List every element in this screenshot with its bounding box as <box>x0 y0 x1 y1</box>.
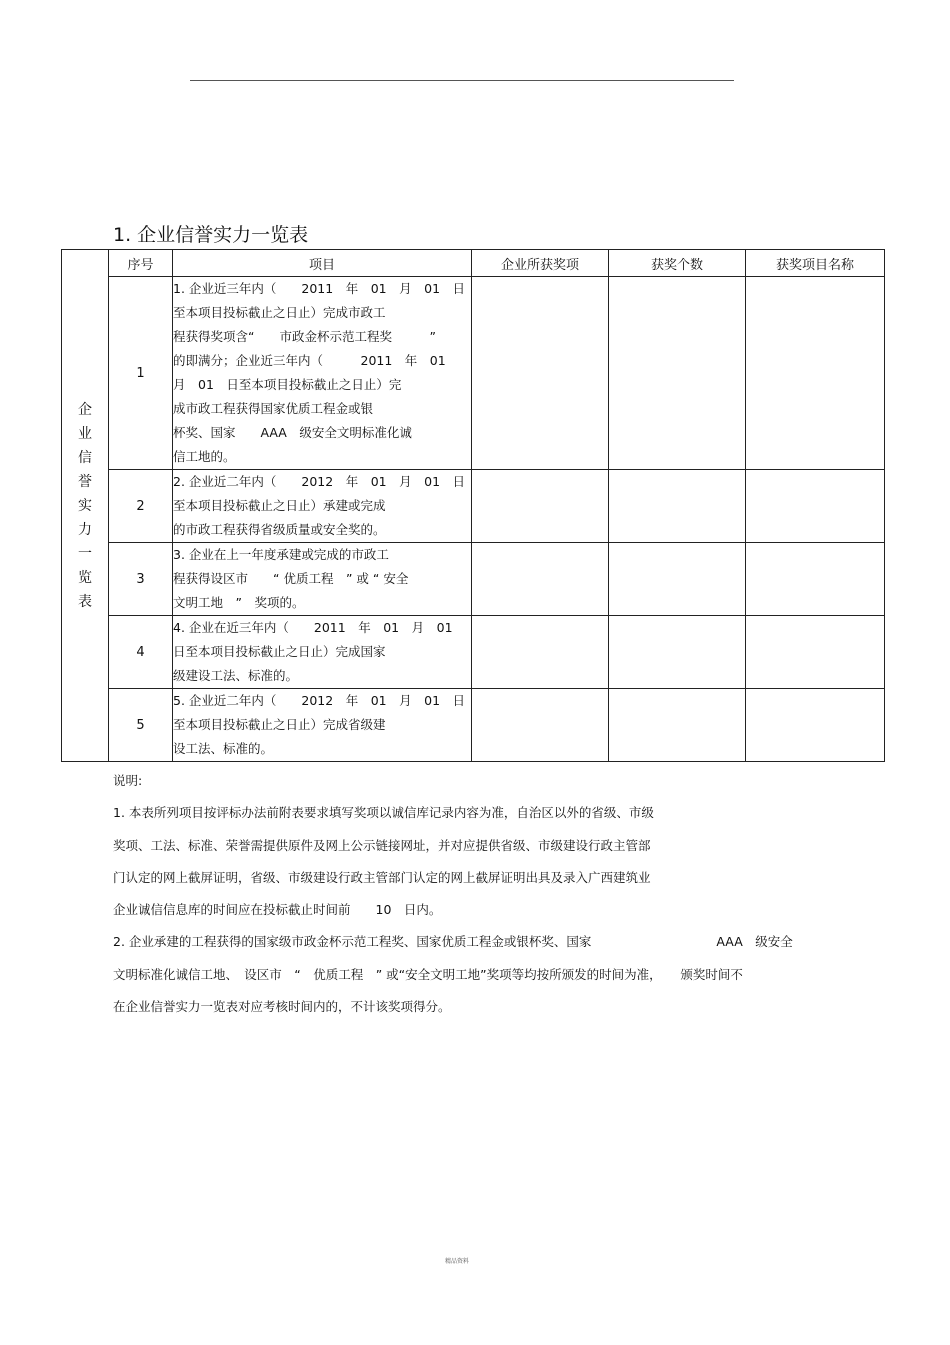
notes <box>113 770 843 1028</box>
row-number: 3 <box>109 543 173 616</box>
header-award-project-name: 获奖项目名称 <box>746 250 885 277</box>
item-line: 杯奖、国家 AAA 级安全文明标准化诚 <box>173 425 412 440</box>
item-line: 日至本项目投标截止之日止）完成国家 <box>173 644 386 659</box>
awards-cell <box>472 543 609 616</box>
notes-line: 企业诚信信息库的时间应在投标截止时间前 10 日内。 <box>113 902 442 918</box>
award-project-name-cell <box>746 543 885 616</box>
row-item-text <box>173 543 472 616</box>
item-line: 文明工地 ” 奖项的。 <box>173 595 305 610</box>
award-project-name-cell <box>746 470 885 543</box>
header-awards: 企业所获奖项 <box>472 250 609 277</box>
item-line: 设工法、标准的。 <box>173 741 274 756</box>
notes-line: 1. 本表所列项目按评标办法前附表要求填写奖项以诚信库记录内容为准，自治区以外的省级、市级 <box>113 805 654 821</box>
row-number: 5 <box>109 689 173 762</box>
notes-heading: 说明: <box>113 773 143 788</box>
item-line: 信工地的。 <box>173 449 236 464</box>
row-item-text <box>173 616 472 689</box>
award-count-cell <box>609 543 746 616</box>
row-item-text <box>173 470 472 543</box>
table-row <box>62 616 885 689</box>
notes-line: 2. 企业承建的工程获得的国家级市政金杯示范工程奖、国家优质工程金或银杯奖、国家 AAA 级安全 <box>113 934 793 950</box>
side-label: 企 业 信 誉 实 力 一 览 表 <box>62 250 109 762</box>
award-project-name-cell <box>746 277 885 470</box>
header-seq: 序号 <box>109 250 173 277</box>
row-number: 2 <box>109 470 173 543</box>
awards-cell <box>472 277 609 470</box>
item-line: 成市政工程获得国家优质工程金或银 <box>173 401 374 416</box>
page-title: 1. 企业信誉实力一览表 <box>113 224 309 246</box>
row-number: 4 <box>109 616 173 689</box>
award-count-cell <box>609 470 746 543</box>
item-line: 的即满分；企业近三年内（ 2011 年 01 <box>173 353 446 368</box>
item-line: 月 01 日至本项目投标截止之日止）完 <box>173 377 402 392</box>
item-line: 级建设工法、标准的。 <box>173 668 299 683</box>
row-item-text <box>173 689 472 762</box>
awards-cell <box>472 470 609 543</box>
credit-strength-table <box>61 249 885 762</box>
award-count-cell <box>609 277 746 470</box>
row-item-text <box>173 277 472 470</box>
table-row <box>62 543 885 616</box>
award-count-cell <box>609 689 746 762</box>
table-row <box>62 470 885 543</box>
notes-line: 门认定的网上截屏证明，省级、市级建设行政主管部门认定的网上截屏证明出具及录入广西建筑业 <box>113 869 651 885</box>
awards-cell <box>472 616 609 689</box>
footer-watermark: 精品资料 <box>445 1258 470 1265</box>
item-line: 至本项目投标截止之日止）完成市政工 <box>173 305 386 320</box>
header-award-count: 获奖个数 <box>609 250 746 277</box>
notes-line: 文明标准化诚信工地、 设区市 “ 优质工程 ” 或“安全文明工地”奖项等均按所颁发的时间为准， 颁奖时间不 <box>113 966 743 982</box>
award-project-name-cell <box>746 689 885 762</box>
table-row <box>62 689 885 762</box>
table-row <box>62 277 885 470</box>
notes-line: 在企业信誉实力一览表对应考核时间内的，不计该奖项得分。 <box>113 999 451 1015</box>
row-number: 1 <box>109 277 173 470</box>
item-line: 1. 企业近三年内（ 2011 年 01 月 01 日 <box>173 281 466 296</box>
notes-line: 奖项、工法、标准、荣誉需提供原件及网上公示链接网址，并对应提供省级、市级建设行政主管部 <box>113 837 651 853</box>
top-rule <box>190 80 734 81</box>
item-line: 至本项目投标截止之日止）完成省级建 <box>173 717 386 732</box>
awards-cell <box>472 689 609 762</box>
item-line: 3. 企业在上一年度承建或完成的市政工 <box>173 547 389 562</box>
item-line: 2. 企业近二年内（ 2012 年 01 月 01 日 <box>173 474 466 489</box>
header-item: 项目 <box>173 250 472 277</box>
award-count-cell <box>609 616 746 689</box>
item-line: 程获得奖项含“ 市政金杯示范工程奖 ” <box>173 329 436 344</box>
item-line: 4. 企业在近三年内（ 2011 年 01 月 01 <box>173 620 453 635</box>
award-project-name-cell <box>746 616 885 689</box>
item-line: 5. 企业近二年内（ 2012 年 01 月 01 日 <box>173 693 466 708</box>
item-line: 至本项目投标截止之日止）承建或完成 <box>173 498 386 513</box>
item-line: 程获得设区市 “ 优质工程 ” 或 “ 安全 <box>173 571 409 586</box>
item-line: 的市政工程获得省级质量或安全奖的。 <box>173 522 386 537</box>
table-header-row <box>62 250 885 277</box>
